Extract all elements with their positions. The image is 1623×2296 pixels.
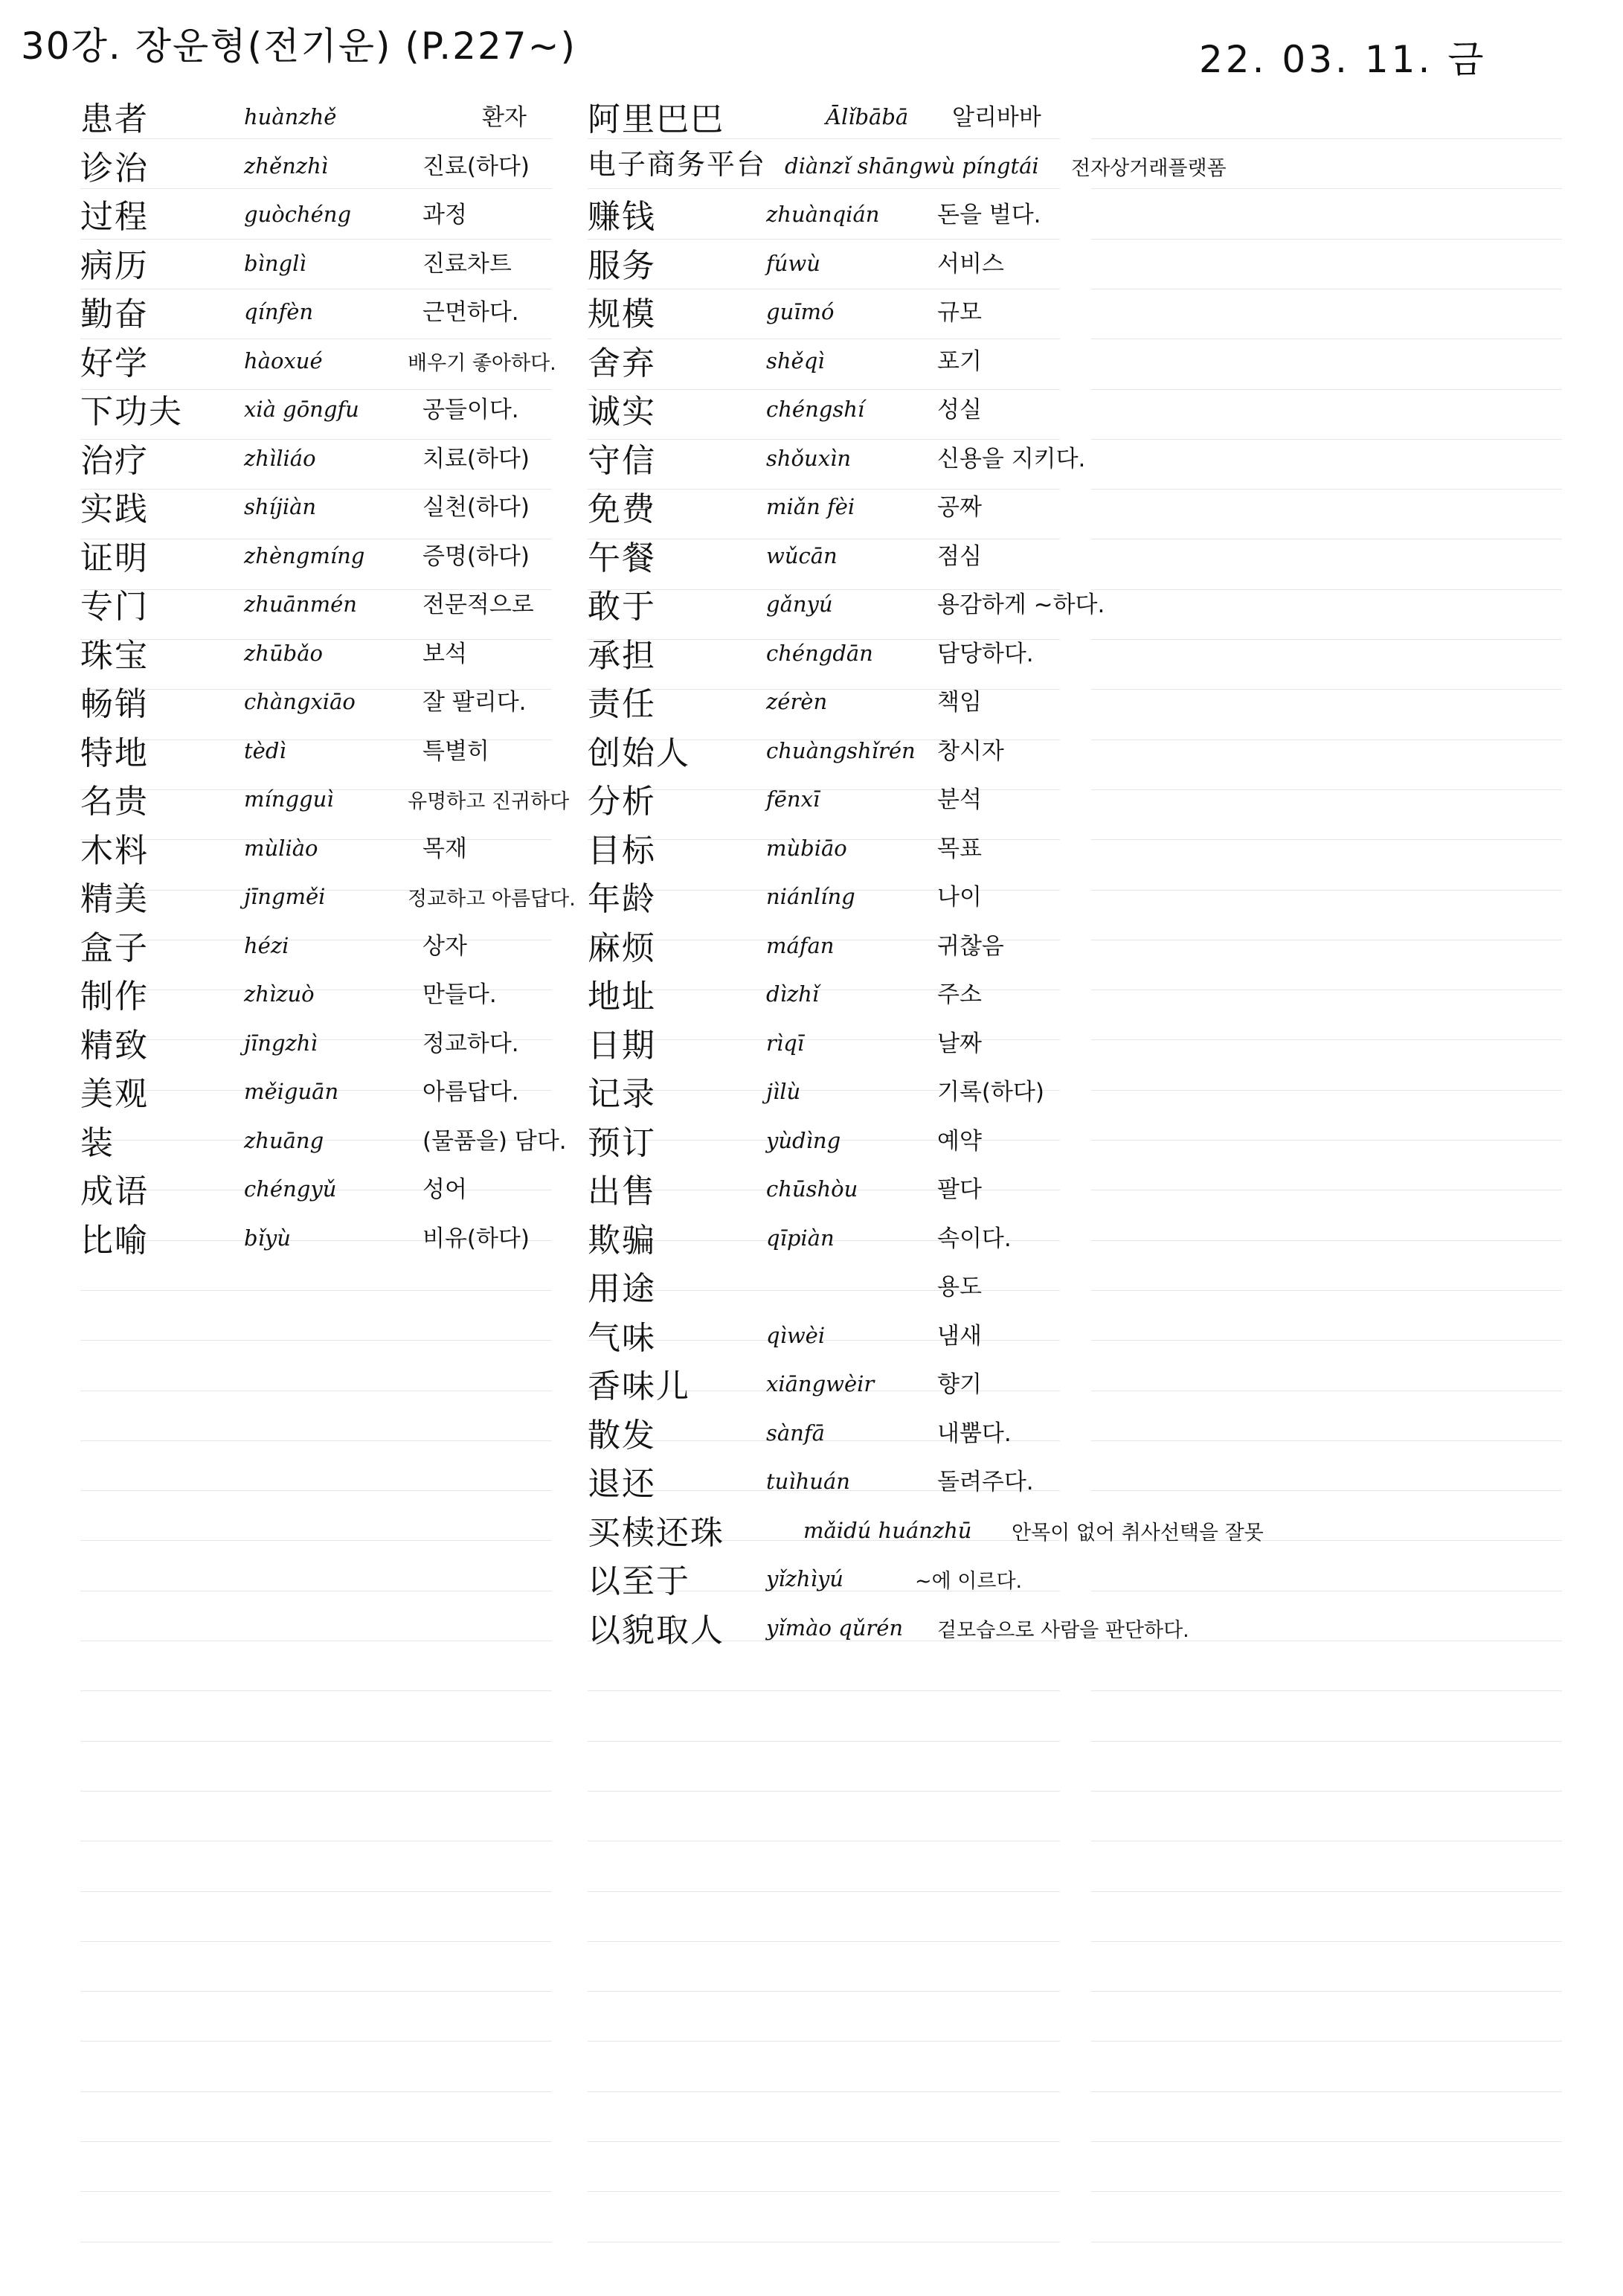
vocab-pinyin: mǎidú huánzhū: [803, 1517, 972, 1543]
vocab-entry: [588, 332, 1614, 381]
vocab-hanzi: 目标: [588, 831, 656, 870]
ruled-line: [80, 2041, 552, 2042]
vocab-korean: 신용을 지키다.: [937, 445, 1086, 472]
vocab-korean: 겉모습으로 사람을 판단하다.: [937, 1618, 1189, 1642]
vocab-hanzi: 精致: [80, 1026, 149, 1065]
vocab-korean: 귀찮음: [937, 932, 1004, 960]
vocab-entry: [80, 185, 586, 234]
vocab-korean: 창시자: [937, 737, 1004, 765]
vocab-hanzi: 退还: [588, 1465, 656, 1503]
vocab-pinyin: wǔcān: [766, 542, 838, 568]
vocab-pinyin: zérèn: [766, 689, 828, 714]
ruled-line: [80, 1941, 552, 1942]
vocab-entry: [588, 1599, 1614, 1648]
vocab-pinyin: hézi: [244, 932, 289, 958]
vocab-hanzi: 勤奋: [80, 295, 149, 333]
vocab-hanzi: 过程: [80, 198, 149, 236]
vocab-entry: [80, 722, 586, 771]
vocab-entry: [588, 819, 1614, 868]
vocab-korean: 알리바바: [952, 104, 1041, 131]
vocab-entry: [588, 1404, 1614, 1453]
vocab-entry: [588, 1452, 1614, 1501]
vocab-hanzi: 香味儿: [588, 1367, 690, 1405]
ruled-line: [1091, 1891, 1562, 1892]
vocab-pinyin: měiguān: [244, 1079, 339, 1104]
vocab-pinyin: niánlíng: [766, 884, 855, 909]
vocab-hanzi: 以至于: [588, 1562, 690, 1600]
vocab-entry: [80, 819, 586, 868]
ruled-line: [588, 2041, 1060, 2042]
vocab-entry: [80, 234, 586, 283]
vocab-pinyin: fēnxī: [766, 786, 820, 812]
ruled-line: [588, 1741, 1060, 1742]
vocab-pinyin: tuìhuán: [766, 1469, 850, 1494]
vocab-korean: 성어: [422, 1176, 467, 1203]
vocab-korean: 공짜: [937, 494, 982, 521]
vocab-korean: 비유(하다): [422, 1225, 530, 1252]
vocab-hanzi: 实践: [80, 490, 149, 528]
vocab-entry: [588, 380, 1614, 429]
vocab-pinyin: chéngdān: [766, 640, 873, 666]
vocab-hanzi: 特地: [80, 734, 149, 772]
vocab-korean: 기록(하다): [937, 1079, 1044, 1106]
vocab-entry: [588, 624, 1614, 673]
ruled-line: [1091, 2191, 1562, 2192]
vocab-korean: 과정: [422, 202, 467, 228]
vocab-entry: [80, 429, 586, 478]
vocab-hanzi: 证明: [80, 539, 149, 577]
vocab-pinyin: zhèngmíng: [244, 542, 365, 568]
vocab-pinyin: xià gōngfu: [244, 397, 359, 422]
vocab-pinyin: mùbiāo: [766, 835, 847, 861]
vocab-hanzi: 下功夫: [80, 393, 183, 431]
ruled-line: [588, 1941, 1060, 1942]
vocab-entry: [588, 1014, 1614, 1063]
vocab-hanzi: 阿里巴巴: [588, 100, 724, 138]
vocab-pinyin: chéngyǔ: [244, 1176, 337, 1202]
vocab-hanzi: 名贵: [80, 783, 149, 821]
vocab-entry: [588, 868, 1614, 917]
vocab-pinyin: zhìliáo: [244, 445, 316, 471]
vocab-pinyin: huànzhě: [244, 104, 337, 129]
ruled-line: [1091, 1741, 1562, 1742]
ruled-line: [80, 1290, 552, 1291]
ruled-line: [80, 1991, 552, 1992]
vocab-pinyin: hàoxué: [244, 347, 323, 373]
vocab-hanzi: 制作: [80, 978, 149, 1016]
vocab-entry: [588, 185, 1614, 234]
vocab-hanzi: 出售: [588, 1173, 656, 1210]
vocab-pinyin: bìnglì: [244, 250, 306, 276]
vocab-hanzi: 诊治: [80, 149, 149, 187]
vocab-hanzi: 成语: [80, 1173, 149, 1210]
vocab-korean: 증명(하다): [422, 542, 530, 570]
vocab-korean: 향기: [937, 1371, 982, 1398]
vocab-pinyin: chūshòu: [766, 1176, 858, 1202]
vocab-hanzi: 治疗: [80, 441, 149, 480]
vocab-hanzi: 免费: [588, 490, 656, 528]
vocab-hanzi: 守信: [588, 441, 656, 480]
vocab-entry: [80, 917, 586, 966]
vocab-pinyin: diànzǐ shāngwù píngtái: [785, 153, 1039, 179]
vocab-pinyin: zhūbǎo: [244, 640, 323, 666]
vocab-hanzi: 患者: [80, 100, 149, 138]
vocab-korean: 담당하다.: [937, 640, 1034, 667]
ruled-line: [80, 1540, 552, 1541]
vocab-pinyin: tèdì: [244, 737, 286, 763]
vocab-hanzi: 气味: [588, 1318, 656, 1357]
vocab-korean: 치료(하다): [422, 445, 530, 472]
vocab-pinyin: jīngzhì: [244, 1030, 318, 1056]
vocab-entry: [80, 1160, 586, 1209]
vocab-hanzi: 专门: [80, 588, 149, 626]
vocab-hanzi: 比喻: [80, 1221, 149, 1260]
vocab-pinyin: gǎnyú: [766, 591, 833, 617]
vocab-hanzi: 责任: [588, 685, 656, 723]
vocab-korean: 진료(하다): [422, 153, 530, 180]
vocab-korean: 돌려주다.: [937, 1469, 1034, 1495]
vocab-entry: [588, 1501, 1614, 1551]
vocab-korean: 유명하고 진귀하다: [408, 790, 570, 813]
vocab-korean: 규모: [937, 299, 982, 326]
vocab-korean: 나이: [937, 884, 982, 911]
vocab-pinyin: chàngxiāo: [244, 689, 356, 714]
vocab-pinyin: jìlù: [766, 1079, 801, 1104]
vocab-hanzi: 承担: [588, 636, 656, 675]
vocab-entry: [80, 965, 586, 1014]
ruled-line: [80, 2091, 552, 2092]
ruled-line: [1091, 1941, 1562, 1942]
ruled-line: [80, 1440, 552, 1441]
vocab-pinyin: shíjiàn: [244, 494, 317, 519]
vocab-korean: 책임: [937, 689, 982, 716]
vocab-pinyin: chuàngshǐrén: [766, 737, 916, 763]
vocab-hanzi: 服务: [588, 246, 656, 285]
vocab-korean: 배우기 좋아하다.: [408, 351, 556, 375]
ruled-line: [588, 1891, 1060, 1892]
vocab-entry: [588, 88, 1614, 137]
vocab-korean: 속이다.: [937, 1225, 1012, 1252]
vocab-entry: [588, 1160, 1614, 1209]
vocab-pinyin: shǒuxìn: [766, 445, 852, 471]
vocab-entry: [80, 88, 586, 137]
vocab-entry: [588, 673, 1614, 722]
vocab-korean: 전문적으로: [422, 591, 534, 618]
vocab-hanzi: 麻烦: [588, 929, 656, 967]
vocab-hanzi: 精美: [80, 880, 149, 918]
vocab-pinyin: sànfā: [766, 1420, 825, 1446]
vocab-korean: 팔다: [937, 1176, 982, 1203]
vocab-korean: ~에 이르다.: [915, 1570, 1023, 1593]
vocab-entry: [80, 1209, 586, 1258]
vocab-pinyin: guīmó: [766, 299, 835, 324]
vocab-hanzi: 散发: [588, 1416, 656, 1455]
vocab-korean: 포기: [937, 347, 982, 375]
vocab-entry: [80, 332, 586, 381]
ruled-line: [1091, 2141, 1562, 2142]
vocab-entry: [588, 1306, 1614, 1356]
ruled-line: [588, 2191, 1060, 2192]
vocab-hanzi: 盒子: [80, 929, 149, 967]
vocab-pinyin: miǎn fèi: [766, 494, 855, 519]
vocab-pinyin: míngguì: [244, 786, 334, 812]
vocab-entry: [588, 1550, 1614, 1599]
vocab-hanzi: 诚实: [588, 393, 656, 431]
vocab-hanzi: 好学: [80, 344, 149, 382]
vocab-entry: [588, 965, 1614, 1014]
vocab-korean: 특별히: [422, 737, 489, 765]
vocab-korean: 잘 팔리다.: [422, 689, 527, 716]
vocab-hanzi: 年龄: [588, 880, 656, 918]
ruled-line: [588, 2141, 1060, 2142]
vocab-pinyin: fúwù: [766, 250, 820, 276]
vocab-hanzi: 舍弃: [588, 344, 656, 382]
vocab-entry: [80, 624, 586, 673]
vocab-entry: [80, 1112, 586, 1161]
vocab-entry: [80, 1014, 586, 1063]
vocab-korean: 예약: [937, 1127, 982, 1155]
vocab-korean: 목재: [422, 835, 467, 862]
vocab-hanzi: 装: [80, 1123, 115, 1162]
vocab-pinyin: qínfèn: [244, 299, 314, 324]
vocab-entry: [588, 429, 1614, 478]
vocab-korean: 분석: [937, 786, 982, 813]
ruled-line: [588, 1791, 1060, 1792]
ruled-line: [80, 1791, 552, 1792]
vocab-korean: 진료차트: [422, 250, 512, 278]
vocab-pinyin: zhuànqián: [766, 202, 880, 227]
ruled-line: [80, 1690, 552, 1691]
vocab-hanzi: 买椟还珠: [588, 1513, 724, 1552]
vocab-hanzi: 电子商务平台: [588, 147, 767, 181]
vocab-korean: 전자상거래플랫폼: [1071, 156, 1227, 180]
vocab-korean: 용감하게 ~하다.: [937, 591, 1105, 618]
vocab-entry: [80, 380, 586, 429]
vocab-hanzi: 分析: [588, 783, 656, 821]
vocab-entry: [80, 1062, 586, 1112]
vocab-korean: 환자: [482, 104, 527, 131]
vocab-pinyin: yùdìng: [766, 1127, 841, 1153]
vocab-pinyin: chéngshí: [766, 397, 865, 422]
vocab-entry: [80, 137, 586, 186]
page-date: 22. 03. 11. 금: [1199, 38, 1487, 81]
vocab-korean: 목표: [937, 835, 982, 862]
vocab-entry: [588, 283, 1614, 332]
ruled-line: [1091, 1690, 1562, 1691]
vocab-entry: [80, 527, 586, 576]
ruled-line: [588, 1690, 1060, 1691]
ruled-line: [1091, 1791, 1562, 1792]
vocab-hanzi: 地址: [588, 978, 656, 1016]
vocab-korean: 공들이다.: [422, 397, 519, 423]
vocab-entry: [588, 478, 1614, 527]
vocab-hanzi: 规模: [588, 295, 656, 333]
vocab-korean: 서비스: [937, 250, 1004, 278]
vocab-pinyin: xiāngwèir: [766, 1371, 875, 1396]
vocab-korean: 점심: [937, 542, 982, 570]
vocab-pinyin: jīngměi: [244, 884, 326, 909]
vocab-pinyin: zhìzuò: [244, 981, 315, 1007]
vocab-hanzi: 预订: [588, 1123, 656, 1162]
vocab-entry: [588, 527, 1614, 576]
vocab-korean: (물품을) 담다.: [422, 1127, 567, 1155]
ruled-line: [1091, 2091, 1562, 2092]
vocab-hanzi: 畅销: [80, 685, 149, 723]
vocab-entry: [588, 917, 1614, 966]
vocab-hanzi: 创始人: [588, 734, 690, 772]
vocab-hanzi: 以貌取人: [588, 1611, 724, 1649]
vocab-korean: 돈을 벌다.: [937, 202, 1041, 228]
vocab-korean: 냄새: [937, 1322, 982, 1350]
ruled-line: [80, 1741, 552, 1742]
vocab-korean: 근면하다.: [422, 299, 519, 326]
vocab-entry: [588, 234, 1614, 283]
vocab-hanzi: 用途: [588, 1270, 656, 1308]
ruled-line: [80, 2141, 552, 2142]
vocab-hanzi: 赚钱: [588, 198, 656, 236]
vocab-entry: [80, 478, 586, 527]
vocab-korean: 내뿜다.: [937, 1420, 1012, 1447]
vocab-korean: 용도: [937, 1274, 982, 1301]
vocab-pinyin: bǐyù: [244, 1225, 291, 1251]
vocab-entry: [588, 575, 1614, 624]
ruled-line: [1091, 2041, 1562, 2042]
vocab-pinyin: shěqì: [766, 347, 825, 373]
vocab-entry: [588, 1062, 1614, 1112]
vocab-entry: [588, 722, 1614, 771]
vocab-pinyin: zhěnzhì: [244, 153, 329, 179]
vocab-korean: 아름답다.: [422, 1079, 519, 1106]
vocab-pinyin: máfan: [766, 932, 835, 958]
vocab-hanzi: 木料: [80, 831, 149, 870]
vocab-korean: 안목이 없어 취사선택을 잘못: [1012, 1521, 1264, 1545]
vocab-pinyin: yǐmào qǔrén: [766, 1614, 904, 1641]
page-title: 30강. 장운형(전기운) (P.227~): [21, 25, 577, 68]
vocab-korean: 정교하고 아름답다.: [408, 888, 576, 911]
vocab-pinyin: Ālǐbābā: [826, 104, 909, 129]
vocab-entry: [588, 770, 1614, 819]
vocab-entry: [80, 575, 586, 624]
vocab-korean: 날짜: [937, 1030, 982, 1057]
vocab-pinyin: qīpiàn: [766, 1225, 835, 1251]
vocab-pinyin: qìwèi: [766, 1322, 826, 1348]
vocab-korean: 상자: [422, 932, 467, 960]
ruled-line: [1091, 1991, 1562, 1992]
vocab-pinyin: zhuāng: [244, 1127, 324, 1153]
vocab-pinyin: dìzhǐ: [766, 981, 820, 1007]
vocab-entry: [588, 137, 1614, 186]
vocab-entry: [588, 1112, 1614, 1161]
vocab-korean: 성실: [937, 397, 982, 423]
ruled-line: [80, 2191, 552, 2192]
vocab-hanzi: 美观: [80, 1075, 149, 1113]
vocab-entry: [80, 868, 586, 917]
vocab-hanzi: 病历: [80, 246, 149, 285]
vocab-hanzi: 珠宝: [80, 636, 149, 675]
vocab-korean: 실천(하다): [422, 494, 530, 521]
vocab-hanzi: 午餐: [588, 539, 656, 577]
vocab-korean: 정교하다.: [422, 1030, 519, 1057]
vocab-pinyin: guòchéng: [244, 202, 352, 227]
ruled-line: [80, 1490, 552, 1491]
vocab-korean: 주소: [937, 981, 982, 1008]
vocab-hanzi: 日期: [588, 1026, 656, 1065]
ruled-line: [588, 1991, 1060, 1992]
ruled-line: [80, 1891, 552, 1892]
vocab-entry: [588, 1209, 1614, 1258]
vocab-entry: [80, 673, 586, 722]
vocab-entry: [80, 770, 586, 819]
vocab-hanzi: 记录: [588, 1075, 656, 1113]
vocab-pinyin: yǐzhìyú: [766, 1566, 843, 1591]
ruled-line: [80, 1340, 552, 1341]
vocab-hanzi: 欺骗: [588, 1221, 656, 1260]
vocab-entry: [588, 1257, 1614, 1306]
vocab-korean: 보석: [422, 640, 467, 667]
vocab-entry: [80, 283, 586, 332]
vocab-korean: 만들다.: [422, 981, 497, 1008]
vocab-pinyin: mùliào: [244, 835, 318, 861]
vocab-pinyin: rìqī: [766, 1030, 804, 1056]
ruled-line: [588, 2091, 1060, 2092]
vocab-hanzi: 敢于: [588, 588, 656, 626]
vocab-entry: [588, 1355, 1614, 1404]
vocab-pinyin: zhuānmén: [244, 591, 357, 617]
